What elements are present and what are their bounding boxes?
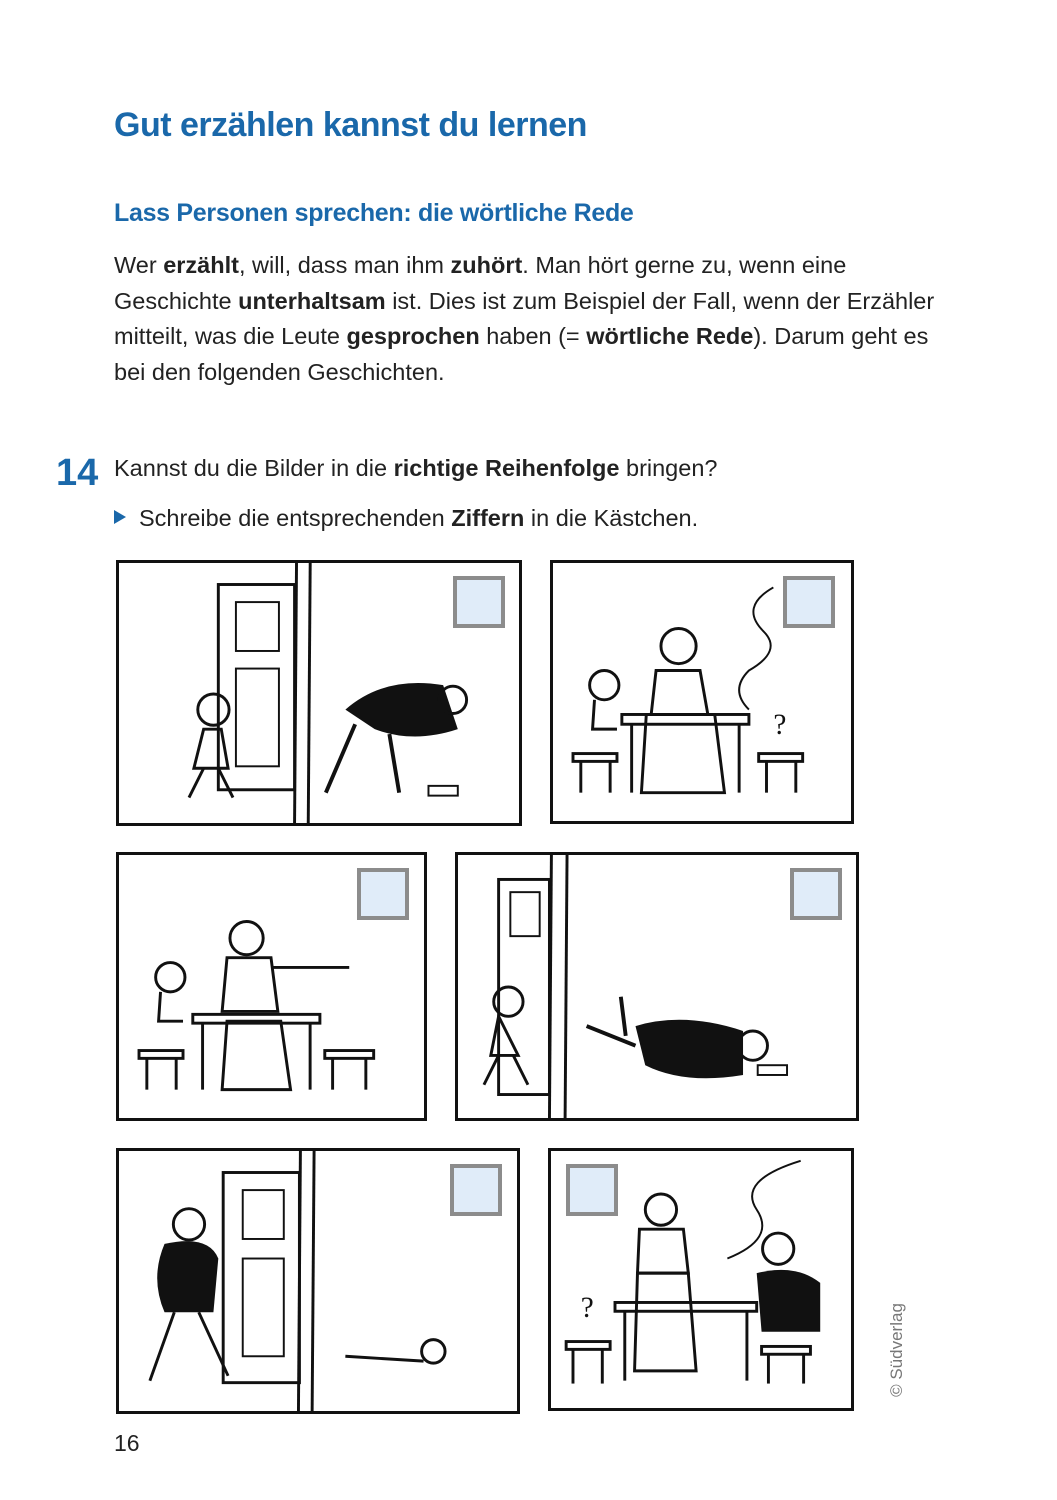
paragraph-emphasis: zuhört (450, 252, 523, 278)
text: Kannst du die Bilder in die (114, 455, 394, 481)
intro-paragraph (114, 248, 954, 390)
page-title: Gut erzählen kannst du lernen (114, 106, 587, 144)
text-bold: Ziffern (451, 505, 525, 531)
exercise-question (114, 455, 717, 482)
comic-panel-2 (550, 560, 854, 824)
answer-box-3[interactable] (357, 868, 409, 920)
answer-box-4[interactable] (790, 868, 842, 920)
section-heading: Lass Personen sprechen: die wörtliche Rede (114, 199, 634, 227)
paragraph-emphasis: wörtliche Rede (586, 323, 754, 349)
exercise-number: 14 (56, 452, 99, 494)
text: bringen? (619, 455, 718, 481)
paragraph-emphasis: gesprochen (346, 323, 480, 349)
text: Schreibe die entsprechenden (139, 505, 452, 531)
comic-panel-4 (455, 852, 859, 1121)
answer-box-6[interactable] (566, 1164, 618, 1216)
comic-panel-6 (548, 1148, 854, 1411)
comic-panel-1 (116, 560, 522, 826)
text: in die Kästchen. (524, 505, 699, 531)
svg-text:?: ? (773, 709, 787, 742)
page-number: 16 (114, 1430, 140, 1456)
answer-box-5[interactable] (450, 1164, 502, 1216)
comic-panel-5 (116, 1148, 520, 1414)
paragraph-text: haben (= (479, 323, 587, 349)
paragraph-text: Wer (114, 252, 164, 278)
paragraph-emphasis: unterhaltsam (238, 287, 386, 314)
answer-box-2[interactable] (783, 576, 835, 628)
paragraph-text: ). Darum geht es bei den folgenden Geschichten. (114, 323, 929, 385)
triangle-bullet-icon (114, 510, 126, 524)
paragraph-text: ist. Dies ist zum Beispiel der Fall, wenn der Erzähler mitteilt, was die Leute (114, 287, 935, 349)
exercise-instruction (114, 505, 698, 532)
copyright-notice: © Südverlag (886, 1303, 906, 1397)
comic-panel-3 (116, 852, 427, 1121)
paragraph-text: . Man hört gerne zu, wenn eine Geschichte (114, 252, 847, 314)
paragraph-text: , will, dass man ihm (238, 252, 451, 278)
svg-text:?: ? (580, 1292, 594, 1325)
text-bold: richtige Reihenfolge (393, 455, 620, 481)
answer-box-1[interactable] (453, 576, 505, 628)
paragraph-emphasis: erzählt (163, 252, 239, 278)
